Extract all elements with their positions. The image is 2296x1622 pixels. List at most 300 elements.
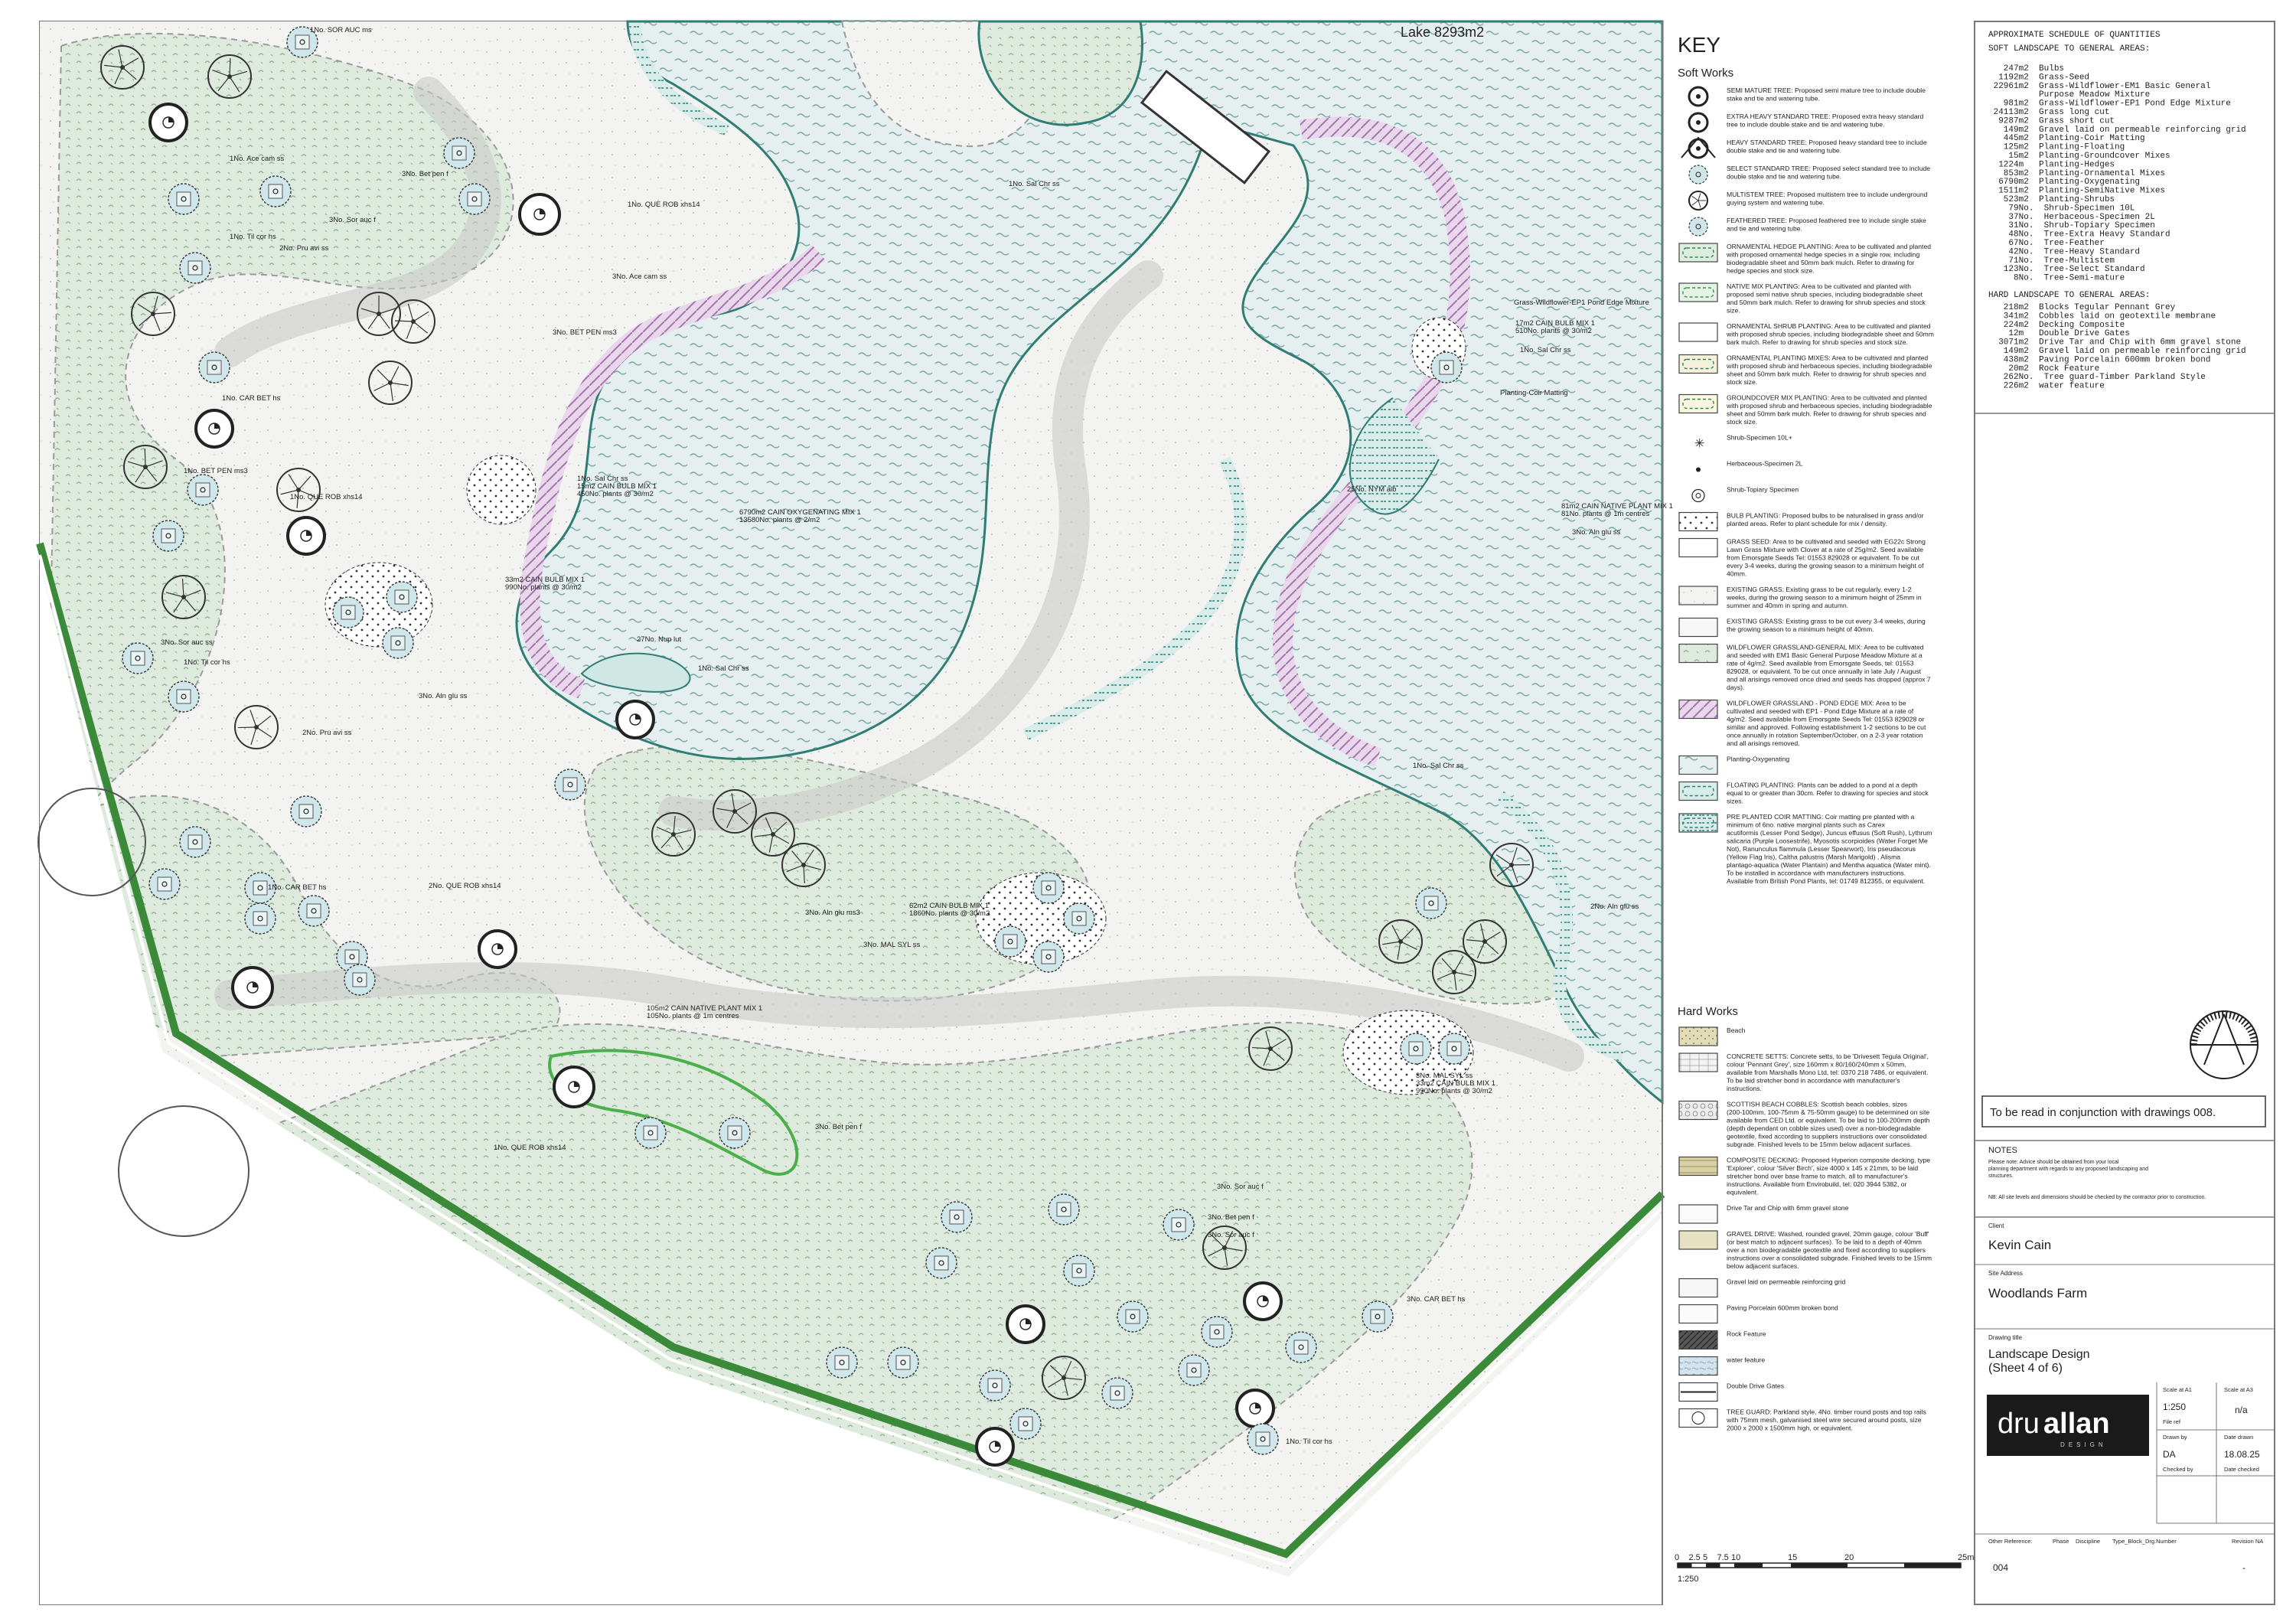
read-note: To be read in conjunction with drawings 008.	[1990, 1106, 2216, 1119]
plan-label: 3No. Aln glu ss	[1572, 528, 1621, 537]
client-label: Client	[1988, 1222, 2004, 1229]
legend-text: over a non biodegradable geotextile and fixed according to suppliers	[1727, 1246, 1926, 1254]
legend-text: stock size.	[1727, 378, 1758, 386]
tree-select	[333, 597, 364, 628]
legend-text: HEAVY STANDARD TREE: Proposed heavy standard tree to include	[1727, 139, 1927, 146]
soft-works-heading: Soft Works	[1678, 67, 1734, 80]
legend-text: and seeded with EM1 Basic General Purpose Meadow Mixture at a	[1727, 651, 1923, 659]
legend-item-floating	[1679, 782, 1929, 805]
phase-label: Phase	[2053, 1538, 2069, 1545]
legend-item-tree-guard	[1679, 1408, 1926, 1432]
legend-text: ORNAMENTAL HEDGE PLANTING: Area to be cultivated and planted	[1727, 243, 1931, 250]
tree-select	[1033, 942, 1064, 972]
legend-text: instructions over a consolidated subgrade. Finished levels to be 15mm	[1727, 1254, 1932, 1262]
schedule-line: 123No. Tree-Select Standard	[1988, 265, 2145, 275]
hedge-icon	[1679, 243, 1717, 262]
legend-item-gravel-drive	[1679, 1230, 1932, 1270]
legend-text: proposed semi native shrub species, including biodegradable sheet	[1727, 290, 1923, 299]
legend-text: 829028, or equivalent. To be cut once annually in late July / August	[1727, 667, 1922, 675]
tree-select	[1286, 1332, 1316, 1363]
plan-label: 81m2 CAIN NATIVE PLANT MIX 1	[1561, 502, 1673, 511]
legend-text: Shrub-Specimen 10L+	[1727, 433, 1792, 442]
legend-text: cultivated and seeded with EP1 - Pond Edge Mixture at a rate of	[1727, 707, 1914, 715]
scale-a1-value: 1:250	[2163, 1402, 2187, 1412]
tree-select	[1117, 1301, 1148, 1332]
schedule-line: 20m2 Rock Feature	[1988, 364, 2100, 374]
legend-text: GRASS SEED: Area to be cultivated and seeded with EG22c Strong	[1727, 537, 1926, 546]
schedule-line: 445m2 Planting-Coir Matting	[1988, 134, 2145, 144]
legend-text: Drive Tar and Chip with 6mm gravel stone	[1727, 1204, 1849, 1212]
scale-tick-label: 2.5	[1688, 1553, 1701, 1562]
plan-label: 1No. Sal Chr ss	[577, 475, 628, 483]
scale-tick-label: 7.5	[1717, 1553, 1729, 1562]
legend-text: BULB PLANTING: Proposed bulbs to be naturalised in grass and/or	[1727, 511, 1924, 520]
legend-item-decking	[1679, 1157, 1930, 1196]
legend-text: size.	[1727, 306, 1740, 315]
legend-text: and all arisings removed once dried and seeds has dropped (approx 7	[1727, 675, 1931, 684]
schedule-hard-list	[1988, 303, 2246, 391]
tree-heavy	[617, 701, 654, 738]
tree-select	[298, 896, 329, 926]
legend-text: 'Explorer', colour 'Silver Birch', size 4000 x 145 x 21mm, to be laid	[1727, 1164, 1919, 1172]
legend-item-shrub	[1679, 322, 1934, 346]
legend-text: ORNAMENTAL PLANTING MIXES: Area to be cultivated and planted	[1727, 354, 1929, 362]
legend-item-grass-seed	[1679, 538, 1926, 578]
extra-heavy-tree-icon	[1689, 113, 1707, 132]
drawing-title-label: Drawing title	[1988, 1334, 2023, 1341]
tree-select	[1401, 1033, 1431, 1064]
plan-label: 3No. Bet pen f	[402, 170, 448, 178]
lake-label: Lake 8293m2	[1401, 24, 1485, 40]
legend-item-grass-long	[1679, 586, 1922, 609]
groundcover-icon	[1679, 395, 1717, 413]
cobbles-icon	[1679, 1101, 1717, 1120]
plan-label: Planting-Coir Matting	[1500, 389, 1568, 397]
plan-label: 3No. Sor auc ss	[161, 638, 213, 647]
plan-label: 1No. BET PEN ms3	[184, 467, 248, 475]
legend-text: sheet and 50mm bark mulch. Refer to drawing for shrub species and	[1727, 410, 1926, 418]
shrub-spec-icon	[1694, 438, 1704, 451]
plan-label: 105No. plants @ 1m centres	[647, 1012, 739, 1020]
legend-text: Available from British Pond Plants, tel: 01749 812355, or equivalent.	[1727, 877, 1926, 885]
schedule-line: 149m2 Gravel laid on permeable reinforcing grid	[1988, 347, 2246, 356]
legend-item-cobbles	[1679, 1101, 1930, 1149]
legend-text: available from CED Ltd. or equivalent. To be laid to 100-200mm depth	[1727, 1116, 1930, 1124]
schedule-line: 6790m2 Planting-Oxygenating	[1988, 178, 2141, 188]
tree-select	[827, 1347, 857, 1378]
schedule-line: 31No. Shrub-Topiary Specimen	[1988, 221, 2155, 231]
schedule-soft-list	[1988, 64, 2246, 283]
legend-text: 2000 x 2000 x 1500mm high, or equivalent.	[1727, 1424, 1853, 1432]
plan-label: 990No. plants @ 30/m2	[1416, 1087, 1492, 1095]
plan-label: 510No. plants @ 30/m2	[1515, 327, 1592, 335]
tree-select	[386, 582, 417, 612]
feathered-tree-icon	[1689, 217, 1707, 236]
legend-text: summer and 40mm in spring and autumn.	[1727, 602, 1849, 609]
legend-text: hedge species and stock size.	[1727, 266, 1815, 275]
legend-item-pond-edge	[1679, 700, 1926, 748]
tree-select	[444, 138, 475, 168]
schedule-line: 48No. Tree-Extra Heavy Standard	[1988, 230, 2170, 240]
legend-text: colour 'Pennant Grey', size 160mm x 80/160/240mm x 50mm,	[1727, 1060, 1906, 1069]
legend-text: EXISTING GRASS: Existing grass to be cut regularly, every 1-2	[1727, 586, 1912, 593]
plan-label: 1No. Sal Chr ss	[1520, 346, 1571, 354]
legend-item-select-tree	[1689, 165, 1930, 184]
schedule-hard-heading: HARD LANDSCAPE TO GENERAL AREAS:	[1988, 291, 2151, 300]
legend-item-grass-short	[1679, 618, 1926, 637]
revision-value: -	[2242, 1562, 2245, 1573]
scale-tick-labels	[1675, 1553, 1974, 1562]
plan-label: 1No. Sal Chr ss	[1413, 762, 1464, 770]
legend-text: GRAVEL DRIVE: Washed, rounded gravel, 20mm gauge, colour 'Buff'	[1727, 1230, 1929, 1238]
schedule-line: 42No. Tree-Heavy Standard	[1988, 247, 2141, 257]
legend-text: TREE GUARD: Parkland style, 4No. timber round posts and top rails	[1727, 1408, 1926, 1416]
tree-select	[1064, 903, 1094, 934]
legend-text: and 50mm bark mulch. Refer to drawing for shrub species and stock	[1727, 299, 1926, 306]
plan-label: 33m2 CAIN BULB MIX 1	[505, 576, 585, 584]
legend-text: COMPOSITE DECKING: Proposed Hyperion composite decking, type	[1727, 1156, 1931, 1164]
legend-text: 4g/m2. Seed available from Emorsgate Seeds Tel: 01553 829028 or	[1727, 715, 1925, 723]
schedule-line: 9287m2 Grass short cut	[1988, 116, 2115, 126]
legend-text: FEATHERED TREE: Proposed feathered tree to include single stake	[1727, 217, 1926, 224]
gravel-grid-icon	[1679, 1279, 1717, 1297]
legend-text: planted areas. Refer to plant schedule for mix / density.	[1727, 520, 1887, 527]
plan-label: 1No. Til cor hs	[184, 658, 230, 667]
rock-icon	[1679, 1331, 1717, 1349]
drawing-title: Landscape Design	[1988, 1348, 2090, 1361]
tree-feather	[260, 176, 291, 207]
plan-label: 2No. Pru avi ss	[302, 729, 352, 737]
schedule-line: 71No. Tree-Multistem	[1988, 256, 2115, 266]
legend-text: PRE PLANTED COIR MATTING: Coir matting pre planted with a	[1727, 813, 1915, 821]
other-ref-label: Other Reference:	[1988, 1538, 2033, 1545]
plan-label: 3No. Aln glu ss	[419, 692, 468, 700]
schedule-line: 15m2 Planting-Groundcover Mixes	[1988, 152, 2170, 161]
tree-select	[122, 643, 153, 674]
drawn-by-value: DA	[2163, 1449, 2176, 1460]
legend-item-coir	[1679, 813, 1932, 885]
plan-label: 1No. Til cor hs	[230, 233, 276, 241]
tree-select	[1163, 1209, 1194, 1240]
schedule-line: 341m2 Cobbles laid on geotextile membrane	[1988, 312, 2216, 321]
tree-select	[291, 796, 321, 827]
legend-text: subgrade. Finished levels to be 15mm below adjacent surfaces.	[1727, 1141, 1913, 1148]
plan-label: 6790m2 CAIN OXYGENATING MIX 1	[739, 508, 861, 517]
tree-heavy	[288, 517, 325, 554]
tree-select	[168, 184, 199, 214]
site-address-label: Site Address	[1988, 1270, 2023, 1277]
logo-subtext: DESIGN	[2060, 1441, 2107, 1448]
plan-label: 1860No. plants @ 30/m2	[909, 909, 990, 918]
schedule-line: 1224m Planting-Hedges	[1988, 160, 2115, 170]
water-icon	[1679, 1357, 1717, 1376]
tree-semi	[520, 194, 559, 234]
tree-select	[1439, 1033, 1469, 1064]
plan-label: 2No. Aln glu ss	[1590, 902, 1639, 911]
schedule-line: 981m2 Grass-Wildflower-EP1 Pond Edge Mixture	[1988, 99, 2231, 109]
scale-bar-ratio: 1:250	[1678, 1575, 1699, 1584]
pond-edge-icon	[1679, 700, 1717, 719]
tree-select	[635, 1118, 666, 1148]
legend-text: Double Drive Gates	[1727, 1382, 1784, 1390]
tree-select	[1102, 1378, 1133, 1408]
scale-tick-label: 5	[1703, 1553, 1708, 1562]
legend-text: Lawn Grass Mixture with Clover at a rate of 25g/m2. Seed available	[1727, 546, 1923, 553]
schedule-line: 218m2 Blocks Tegular Pennant Grey	[1988, 303, 2176, 312]
legend-text: Not), Ranunculus flammula (Lesser Spearwort), Iris pseudacorus	[1727, 845, 1916, 853]
legend-text: SCOTTISH BEACH COBBLES: Scottish beach cobbles, sizes	[1727, 1100, 1907, 1108]
file-ref-label: File ref	[2163, 1418, 2180, 1425]
legend-text: tree to include double stake and tie and watering tube.	[1727, 120, 1885, 129]
native-icon	[1679, 283, 1717, 302]
legend-text: guying system and watering tube.	[1727, 198, 1825, 207]
plan-label: 3No. Bet pen f	[815, 1123, 862, 1131]
schedule-line: 1192m2 Grass-Seed	[1988, 73, 2090, 83]
date-checked-label: Date checked	[2224, 1466, 2259, 1473]
legend-text: ORNAMENTAL SHRUB PLANTING: Area to be cultivated and planted	[1727, 322, 1931, 330]
legend-text: stretcher bond over base frame to match, all to manufacturer's	[1727, 1172, 1908, 1180]
scale-a1-label: Scale at A1	[2163, 1386, 2192, 1393]
legend-text: every 3-4 weeks, during the growing season to a minimum height of	[1727, 562, 1924, 569]
svg-text:✳: ✳	[1694, 437, 1705, 451]
schedule-line: 79No. Shrub-Specimen 10L	[1988, 204, 2135, 214]
legend-text: biodegradable sheet and 50mm bark mulch. Refer to drawing for	[1727, 259, 1915, 266]
tree-select	[168, 681, 199, 712]
oxygenating-icon	[1679, 756, 1717, 775]
scale-bar	[1675, 1553, 1974, 1584]
floating-icon	[1679, 782, 1717, 801]
legend-text: rate of 4g/m2. Seed available from Emorsgate Seeds, tel: 01553	[1727, 659, 1914, 667]
tree-heavy	[1007, 1306, 1044, 1343]
hard-works-heading: Hard Works	[1678, 1005, 1738, 1018]
schedule-line: 22961m2 Grass-Wildflower-EM1 Basic General	[1988, 81, 2211, 91]
select-tree-icon	[1689, 165, 1707, 184]
tree-heavy	[1237, 1390, 1274, 1427]
legend-text: with proposed shrub and herbaceous species, including biodegradable	[1727, 362, 1932, 370]
notes-line: Please note: Advice should be obtained from your local	[1988, 1160, 2119, 1165]
legend-text: stake and tie and watering tube.	[1727, 94, 1820, 103]
plan-label: 1No. CAR BET hs	[222, 394, 281, 403]
plan-label: Grass-Wildflower-EP1 Pond Edge Mixture	[1514, 299, 1649, 307]
semi-mature-tree-icon	[1689, 87, 1707, 106]
tree-select	[1033, 873, 1064, 903]
key-panel	[1662, 21, 1974, 1604]
legend-text: (depth dependant on cobble sizes used) over a non-biodegradable	[1727, 1124, 1921, 1132]
legend-item-hedge	[1679, 243, 1931, 275]
notes-text	[1988, 1160, 2148, 1179]
type-label: Type_Block_Drg.Number	[2112, 1538, 2177, 1545]
grass-seed-icon	[1679, 539, 1717, 557]
scale-tick-label: 0	[1675, 1553, 1680, 1562]
site-address: Woodlands Farm	[1988, 1286, 2088, 1301]
schedule-line: 8No. Tree-Semi-mature	[1988, 273, 2125, 283]
setts-icon	[1679, 1053, 1717, 1072]
legend-text: NATIVE MIX PLANTING: Area to be cultivated and planted with	[1727, 282, 1912, 290]
legend-text: EXISTING GRASS: Existing grass to be cut every 3-4 weeks, during	[1727, 617, 1926, 625]
tree-semi	[554, 1067, 594, 1107]
plan-label: 3No. BET PEN ms3	[553, 328, 617, 337]
tree-select	[383, 628, 413, 658]
legend-text: SEMI MATURE TREE: Proposed semi mature tree to include double	[1727, 86, 1926, 94]
multistem-tree-icon	[1689, 191, 1707, 210]
legend-text: and all arisings removed.	[1727, 739, 1800, 747]
legend-text: Herbaceous-Specimen 2L	[1727, 459, 1803, 468]
tree-heavy	[479, 931, 516, 968]
legend-item-extra-heavy-tree	[1689, 113, 1924, 132]
plan-label: 27No. Nup lut	[637, 635, 682, 644]
legend-text: plantago-aquatica (Water Plantain) and Mentha aquatica (Water mint).	[1727, 861, 1931, 869]
tree-select	[180, 253, 210, 283]
legend-text: with proposed shrub species, including biodegradable sheet and 50mm	[1727, 330, 1934, 338]
schedule-line: 149m2 Gravel laid on permeable reinforcing grid	[1988, 125, 2246, 135]
drawing-subtitle: (Sheet 4 of 6)	[1988, 1362, 2063, 1375]
plan-label: 3No. Sor auc f	[329, 216, 376, 224]
tree-select	[1202, 1317, 1232, 1347]
gates-icon	[1679, 1383, 1717, 1402]
schedule-line: 853m2 Planting-Ornamental Mixes	[1988, 168, 2166, 178]
schedule-line: 247m2 Bulbs	[1988, 64, 2065, 73]
plan-label: 1No. Sal Chr ss	[698, 664, 749, 673]
legend-text: 40mm.	[1727, 569, 1747, 578]
plan-label: 81No. plants @ 1m centres	[1561, 510, 1650, 518]
legend-text: Paving Porcelain 600mm broken bond	[1727, 1304, 1838, 1312]
tree-select	[1064, 1255, 1094, 1286]
notes-heading: NOTES	[1988, 1146, 2017, 1155]
plan-label: 105m2 CAIN NATIVE PLANT MIX 1	[647, 1004, 763, 1013]
date-drawn-label: Date drawn	[2224, 1434, 2254, 1441]
bulb-patch-1	[467, 455, 536, 524]
plan-label: 990No. plants @ 30/m2	[505, 583, 582, 592]
legend-item-rock	[1679, 1330, 1766, 1349]
schedule-line: 226m2 water feature	[1988, 381, 2105, 391]
key-title: KEY	[1678, 33, 1721, 57]
plan-label: 3No. MAL SYL ss	[1416, 1072, 1473, 1080]
tree-select	[153, 521, 184, 551]
tar-chip-icon	[1679, 1205, 1717, 1223]
legend-text: below adjacent surfaces.	[1727, 1262, 1799, 1270]
legend-text: (or best match to adjacent surfaces). To be laid to a depth of 40mm	[1727, 1238, 1922, 1246]
plan-label: 450No. plants @ 30/m2	[577, 490, 654, 498]
legend-item-topiary	[1692, 486, 1799, 502]
porcelain-icon	[1679, 1305, 1717, 1323]
hard-works-legend	[1679, 1026, 1932, 1432]
tree-select	[719, 1118, 750, 1148]
wildflower-icon	[1679, 645, 1717, 663]
legend-item-groundcover	[1679, 394, 1932, 426]
legend-text: equivalent.	[1727, 1188, 1759, 1196]
scale-a3-label: Scale at A3	[2224, 1386, 2253, 1393]
legend-text: instructions.	[1727, 1085, 1762, 1092]
legend-text: To be laid stretcher bond in accordance with manufacturer's	[1727, 1076, 1900, 1085]
grass-short-icon	[1679, 618, 1717, 637]
legend-text: Beach	[1727, 1026, 1746, 1034]
legend-text: bark mulch. Refer to drawing for shrub species and stock size.	[1727, 338, 1908, 346]
legend-text: MULTISTEM TREE: Proposed multistem tree to include underground	[1727, 191, 1928, 198]
plan-label: 2No. QUE ROB xhs14	[429, 882, 501, 890]
tree-select	[926, 1248, 957, 1278]
legend-item-water	[1679, 1356, 1765, 1376]
legend-text: and tie and watering tube.	[1727, 224, 1802, 233]
herb-spec-icon	[1696, 468, 1701, 472]
plan-label: 3No. Sor auc f	[1208, 1231, 1254, 1239]
topiary-icon	[1692, 490, 1704, 502]
legend-item-heavy-tree	[1681, 138, 1927, 158]
tree-select	[188, 475, 218, 505]
legend-text: Shrub-Topiary Specimen	[1727, 485, 1799, 494]
plan-label: 62m2 CAIN BULB MIX 1	[909, 902, 990, 910]
tree-select	[888, 1347, 918, 1378]
legend-text: equal to or greater than 30cm. Refer to drawing for species and stock	[1727, 789, 1929, 797]
tree-select	[180, 827, 210, 857]
tree-select	[344, 964, 375, 995]
tree-heavy	[196, 410, 233, 447]
legend-item-gates	[1679, 1382, 1784, 1402]
legend-item-feathered-tree	[1689, 217, 1926, 236]
legend-text: GROUNDCOVER MIX PLANTING: Area to be cultivated and planted	[1727, 393, 1927, 402]
legend-text: instructions. Available from Envirobuild, tel: 020 3944 5382, or	[1727, 1180, 1907, 1188]
legend-text: with proposed shrub and herbaceous species, including biodegradable	[1727, 402, 1932, 410]
legend-text: EXTRA HEAVY STANDARD TREE: Proposed extra heavy standard	[1727, 113, 1924, 120]
north-arrow-icon	[2190, 1011, 2258, 1079]
logo-text-light: dru	[1998, 1408, 2040, 1440]
legend-text: weeks, during the growing season to a minimum height of 25mm in	[1727, 593, 1922, 602]
legend-item-setts	[1679, 1053, 1929, 1092]
grass-long-icon	[1679, 586, 1717, 605]
legend-text: days).	[1727, 684, 1745, 691]
legend-item-semi-mature-tree	[1689, 86, 1926, 106]
tree-heavy	[977, 1428, 1013, 1465]
legend-item-porcelain	[1679, 1304, 1838, 1323]
scale-tick-label: 15	[1788, 1553, 1798, 1562]
plan-label: 3No. CAR BET hs	[1407, 1295, 1466, 1304]
plan-label: 17m2 CAIN BULB MIX 1	[1515, 319, 1596, 328]
legend-text: (200-100mm, 100-75mm & 75-50mm gauge) to be determined on site	[1727, 1108, 1930, 1116]
schedule-line: 1511m2 Planting-SemiNative Mixes	[1988, 186, 2166, 196]
tree-select	[1247, 1424, 1278, 1454]
legend-item-oxygenating	[1679, 756, 1789, 775]
legend-text: salicaria (Purple Loosestrife), Myosotis scorpioides (Water Forget Me	[1727, 837, 1928, 845]
legend-text: FLOATING PLANTING: Plants can be added to a pond at a depth	[1727, 781, 1918, 789]
plan-label: 2No. Pru avi ss	[279, 244, 329, 253]
schedule-line: 12m Double Drive Gates	[1988, 329, 2130, 339]
mixes-icon	[1679, 355, 1717, 374]
schedule-and-title-block	[1975, 21, 2275, 1604]
schedule-line: 224m2 Decking Composite	[1988, 320, 2125, 330]
tree-select	[941, 1202, 972, 1232]
tree-feather	[459, 184, 490, 214]
plan-label: 1No. CAR BET hs	[268, 883, 327, 892]
legend-item-tar-chip	[1679, 1204, 1849, 1223]
legend-text: (Yellow Flag Iris), Caltha palustris (Marsh Marigold) , Alisma	[1727, 853, 1901, 861]
legend-text: Planting-Oxygenating	[1727, 755, 1790, 763]
plan-label: 3No. Ace cam ss	[612, 273, 667, 281]
plan-label: 1No. Sal Chr ss	[1009, 180, 1060, 188]
notes-line: structures.	[1988, 1173, 2014, 1179]
revision-label: Revision NA	[2232, 1538, 2264, 1545]
legend-text: available from Marshalls Mono Ltd, tel: 0370 218 7486, or equivalent.	[1727, 1069, 1929, 1076]
plan-label: 1No. Ace cam ss	[230, 155, 285, 163]
schedule-line: 523m2 Planting-Shrubs	[1988, 195, 2115, 204]
plan-label: 3No. Aln glu ms3	[805, 909, 860, 917]
schedule-line: 262No. Tree guard-Timber Parkland Style	[1988, 373, 2206, 383]
plan-label: 1No. QUE ROB xhs14	[494, 1144, 566, 1152]
legend-text: sheet and 50mm bark mulch. Refer to drawing for shrub species and	[1727, 370, 1926, 378]
legend-item-shrub-spec	[1694, 434, 1792, 451]
schedule-title: APPROXIMATE SCHEDULE OF QUANTITIES	[1988, 31, 2161, 40]
decking-icon	[1679, 1157, 1717, 1176]
plan-label: 3No. MAL SYL ss	[863, 941, 921, 949]
schedule-line: Purpose Meadow Mixture	[1988, 90, 2151, 100]
